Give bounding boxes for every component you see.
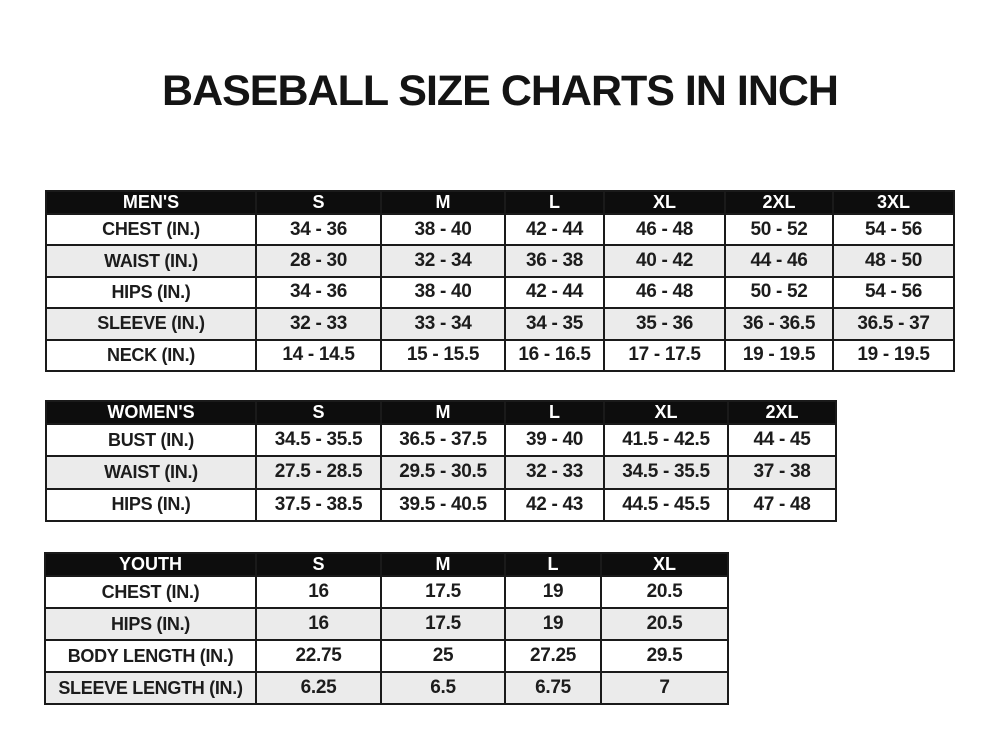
size-value-cell: 48 - 50 — [833, 245, 954, 276]
size-value-cell: 32 - 33 — [505, 456, 604, 488]
size-value-cell: 19 — [505, 608, 601, 640]
size-value-cell: 28 - 30 — [256, 245, 381, 276]
mens-size-column-m: M — [381, 191, 505, 214]
mens-table-row — [46, 245, 954, 276]
size-value-cell: 38 - 40 — [381, 214, 505, 245]
youth-table-header — [45, 553, 728, 576]
size-value-cell: 16 - 16.5 — [505, 340, 604, 371]
youth-table-row — [45, 672, 728, 704]
measurement-row-label: BUST (IN.) — [46, 424, 256, 456]
womens-size-column-l: L — [505, 401, 604, 424]
womens-table-row — [46, 489, 836, 521]
size-value-cell: 22.75 — [256, 640, 381, 672]
youth-size-table — [44, 552, 729, 705]
size-value-cell: 19 — [505, 576, 601, 608]
size-value-cell: 46 - 48 — [604, 277, 725, 308]
womens-table-row — [46, 424, 836, 456]
measurement-row-label: HIPS (IN.) — [45, 608, 256, 640]
measurement-row-label: WAIST (IN.) — [46, 245, 256, 276]
size-value-cell: 54 - 56 — [833, 214, 954, 245]
measurement-row-label: CHEST (IN.) — [45, 576, 256, 608]
mens-group-label: MEN'S — [46, 191, 256, 214]
size-value-cell: 50 - 52 — [725, 277, 833, 308]
womens-size-column-xl: XL — [604, 401, 728, 424]
youth-group-label: YOUTH — [45, 553, 256, 576]
youth-table-body — [45, 576, 728, 704]
mens-size-column-3xl: 3XL — [833, 191, 954, 214]
size-value-cell: 6.5 — [381, 672, 505, 704]
youth-header-row — [45, 553, 728, 576]
mens-table-row — [46, 277, 954, 308]
size-value-cell: 36.5 - 37.5 — [381, 424, 505, 456]
measurement-row-label: CHEST (IN.) — [46, 214, 256, 245]
page-title: BASEBALL SIZE CHARTS IN INCH — [162, 67, 838, 115]
measurement-row-label: SLEEVE LENGTH (IN.) — [45, 672, 256, 704]
size-value-cell: 34.5 - 35.5 — [256, 424, 381, 456]
size-value-cell: 27.25 — [505, 640, 601, 672]
size-value-cell: 29.5 - 30.5 — [381, 456, 505, 488]
size-value-cell: 36 - 38 — [505, 245, 604, 276]
size-value-cell: 29.5 — [601, 640, 728, 672]
mens-size-table — [45, 190, 955, 372]
womens-table-row — [46, 456, 836, 488]
size-value-cell: 20.5 — [601, 608, 728, 640]
mens-table-header — [46, 191, 954, 214]
size-value-cell: 35 - 36 — [604, 308, 725, 339]
size-value-cell: 54 - 56 — [833, 277, 954, 308]
youth-size-column-m: M — [381, 553, 505, 576]
size-value-cell: 34.5 - 35.5 — [604, 456, 728, 488]
youth-size-column-xl: XL — [601, 553, 728, 576]
womens-size-table — [45, 400, 837, 522]
size-value-cell: 36.5 - 37 — [833, 308, 954, 339]
womens-header-row — [46, 401, 836, 424]
size-value-cell: 7 — [601, 672, 728, 704]
mens-size-column-xl: XL — [604, 191, 725, 214]
size-value-cell: 38 - 40 — [381, 277, 505, 308]
size-value-cell: 44 - 46 — [725, 245, 833, 276]
youth-table-row — [45, 576, 728, 608]
mens-size-column-2xl: 2XL — [725, 191, 833, 214]
size-value-cell: 46 - 48 — [604, 214, 725, 245]
size-value-cell: 39.5 - 40.5 — [381, 489, 505, 521]
size-value-cell: 33 - 34 — [381, 308, 505, 339]
size-value-cell: 37.5 - 38.5 — [256, 489, 381, 521]
womens-table-header — [46, 401, 836, 424]
size-value-cell: 25 — [381, 640, 505, 672]
size-value-cell: 34 - 36 — [256, 214, 381, 245]
womens-size-column-2xl: 2XL — [728, 401, 836, 424]
measurement-row-label: WAIST (IN.) — [46, 456, 256, 488]
size-value-cell: 16 — [256, 576, 381, 608]
measurement-row-label: HIPS (IN.) — [46, 489, 256, 521]
size-value-cell: 37 - 38 — [728, 456, 836, 488]
womens-table-body — [46, 424, 836, 521]
size-value-cell: 20.5 — [601, 576, 728, 608]
measurement-row-label: BODY LENGTH (IN.) — [45, 640, 256, 672]
measurement-row-label: SLEEVE (IN.) — [46, 308, 256, 339]
womens-size-column-s: S — [256, 401, 381, 424]
womens-size-column-m: M — [381, 401, 505, 424]
size-value-cell: 16 — [256, 608, 381, 640]
size-value-cell: 6.25 — [256, 672, 381, 704]
size-value-cell: 42 - 44 — [505, 214, 604, 245]
mens-size-column-s: S — [256, 191, 381, 214]
youth-size-column-s: S — [256, 553, 381, 576]
size-value-cell: 41.5 - 42.5 — [604, 424, 728, 456]
size-value-cell: 36 - 36.5 — [725, 308, 833, 339]
size-value-cell: 42 - 43 — [505, 489, 604, 521]
size-value-cell: 19 - 19.5 — [725, 340, 833, 371]
size-value-cell: 17.5 — [381, 576, 505, 608]
size-value-cell: 6.75 — [505, 672, 601, 704]
size-value-cell: 44 - 45 — [728, 424, 836, 456]
youth-table-row — [45, 608, 728, 640]
size-value-cell: 39 - 40 — [505, 424, 604, 456]
mens-size-column-l: L — [505, 191, 604, 214]
size-value-cell: 27.5 - 28.5 — [256, 456, 381, 488]
mens-table-body — [46, 214, 954, 371]
size-value-cell: 40 - 42 — [604, 245, 725, 276]
measurement-row-label: HIPS (IN.) — [46, 277, 256, 308]
size-value-cell: 47 - 48 — [728, 489, 836, 521]
size-value-cell: 17 - 17.5 — [604, 340, 725, 371]
size-value-cell: 32 - 34 — [381, 245, 505, 276]
mens-header-row — [46, 191, 954, 214]
mens-table-row — [46, 308, 954, 339]
size-value-cell: 19 - 19.5 — [833, 340, 954, 371]
youth-table-row — [45, 640, 728, 672]
size-value-cell: 50 - 52 — [725, 214, 833, 245]
size-value-cell: 14 - 14.5 — [256, 340, 381, 371]
size-value-cell: 34 - 36 — [256, 277, 381, 308]
youth-size-column-l: L — [505, 553, 601, 576]
size-value-cell: 32 - 33 — [256, 308, 381, 339]
size-value-cell: 15 - 15.5 — [381, 340, 505, 371]
measurement-row-label: NECK (IN.) — [46, 340, 256, 371]
womens-group-label: WOMEN'S — [46, 401, 256, 424]
mens-table-row — [46, 340, 954, 371]
size-value-cell: 44.5 - 45.5 — [604, 489, 728, 521]
size-value-cell: 42 - 44 — [505, 277, 604, 308]
mens-table-row — [46, 214, 954, 245]
size-value-cell: 34 - 35 — [505, 308, 604, 339]
size-value-cell: 17.5 — [381, 608, 505, 640]
